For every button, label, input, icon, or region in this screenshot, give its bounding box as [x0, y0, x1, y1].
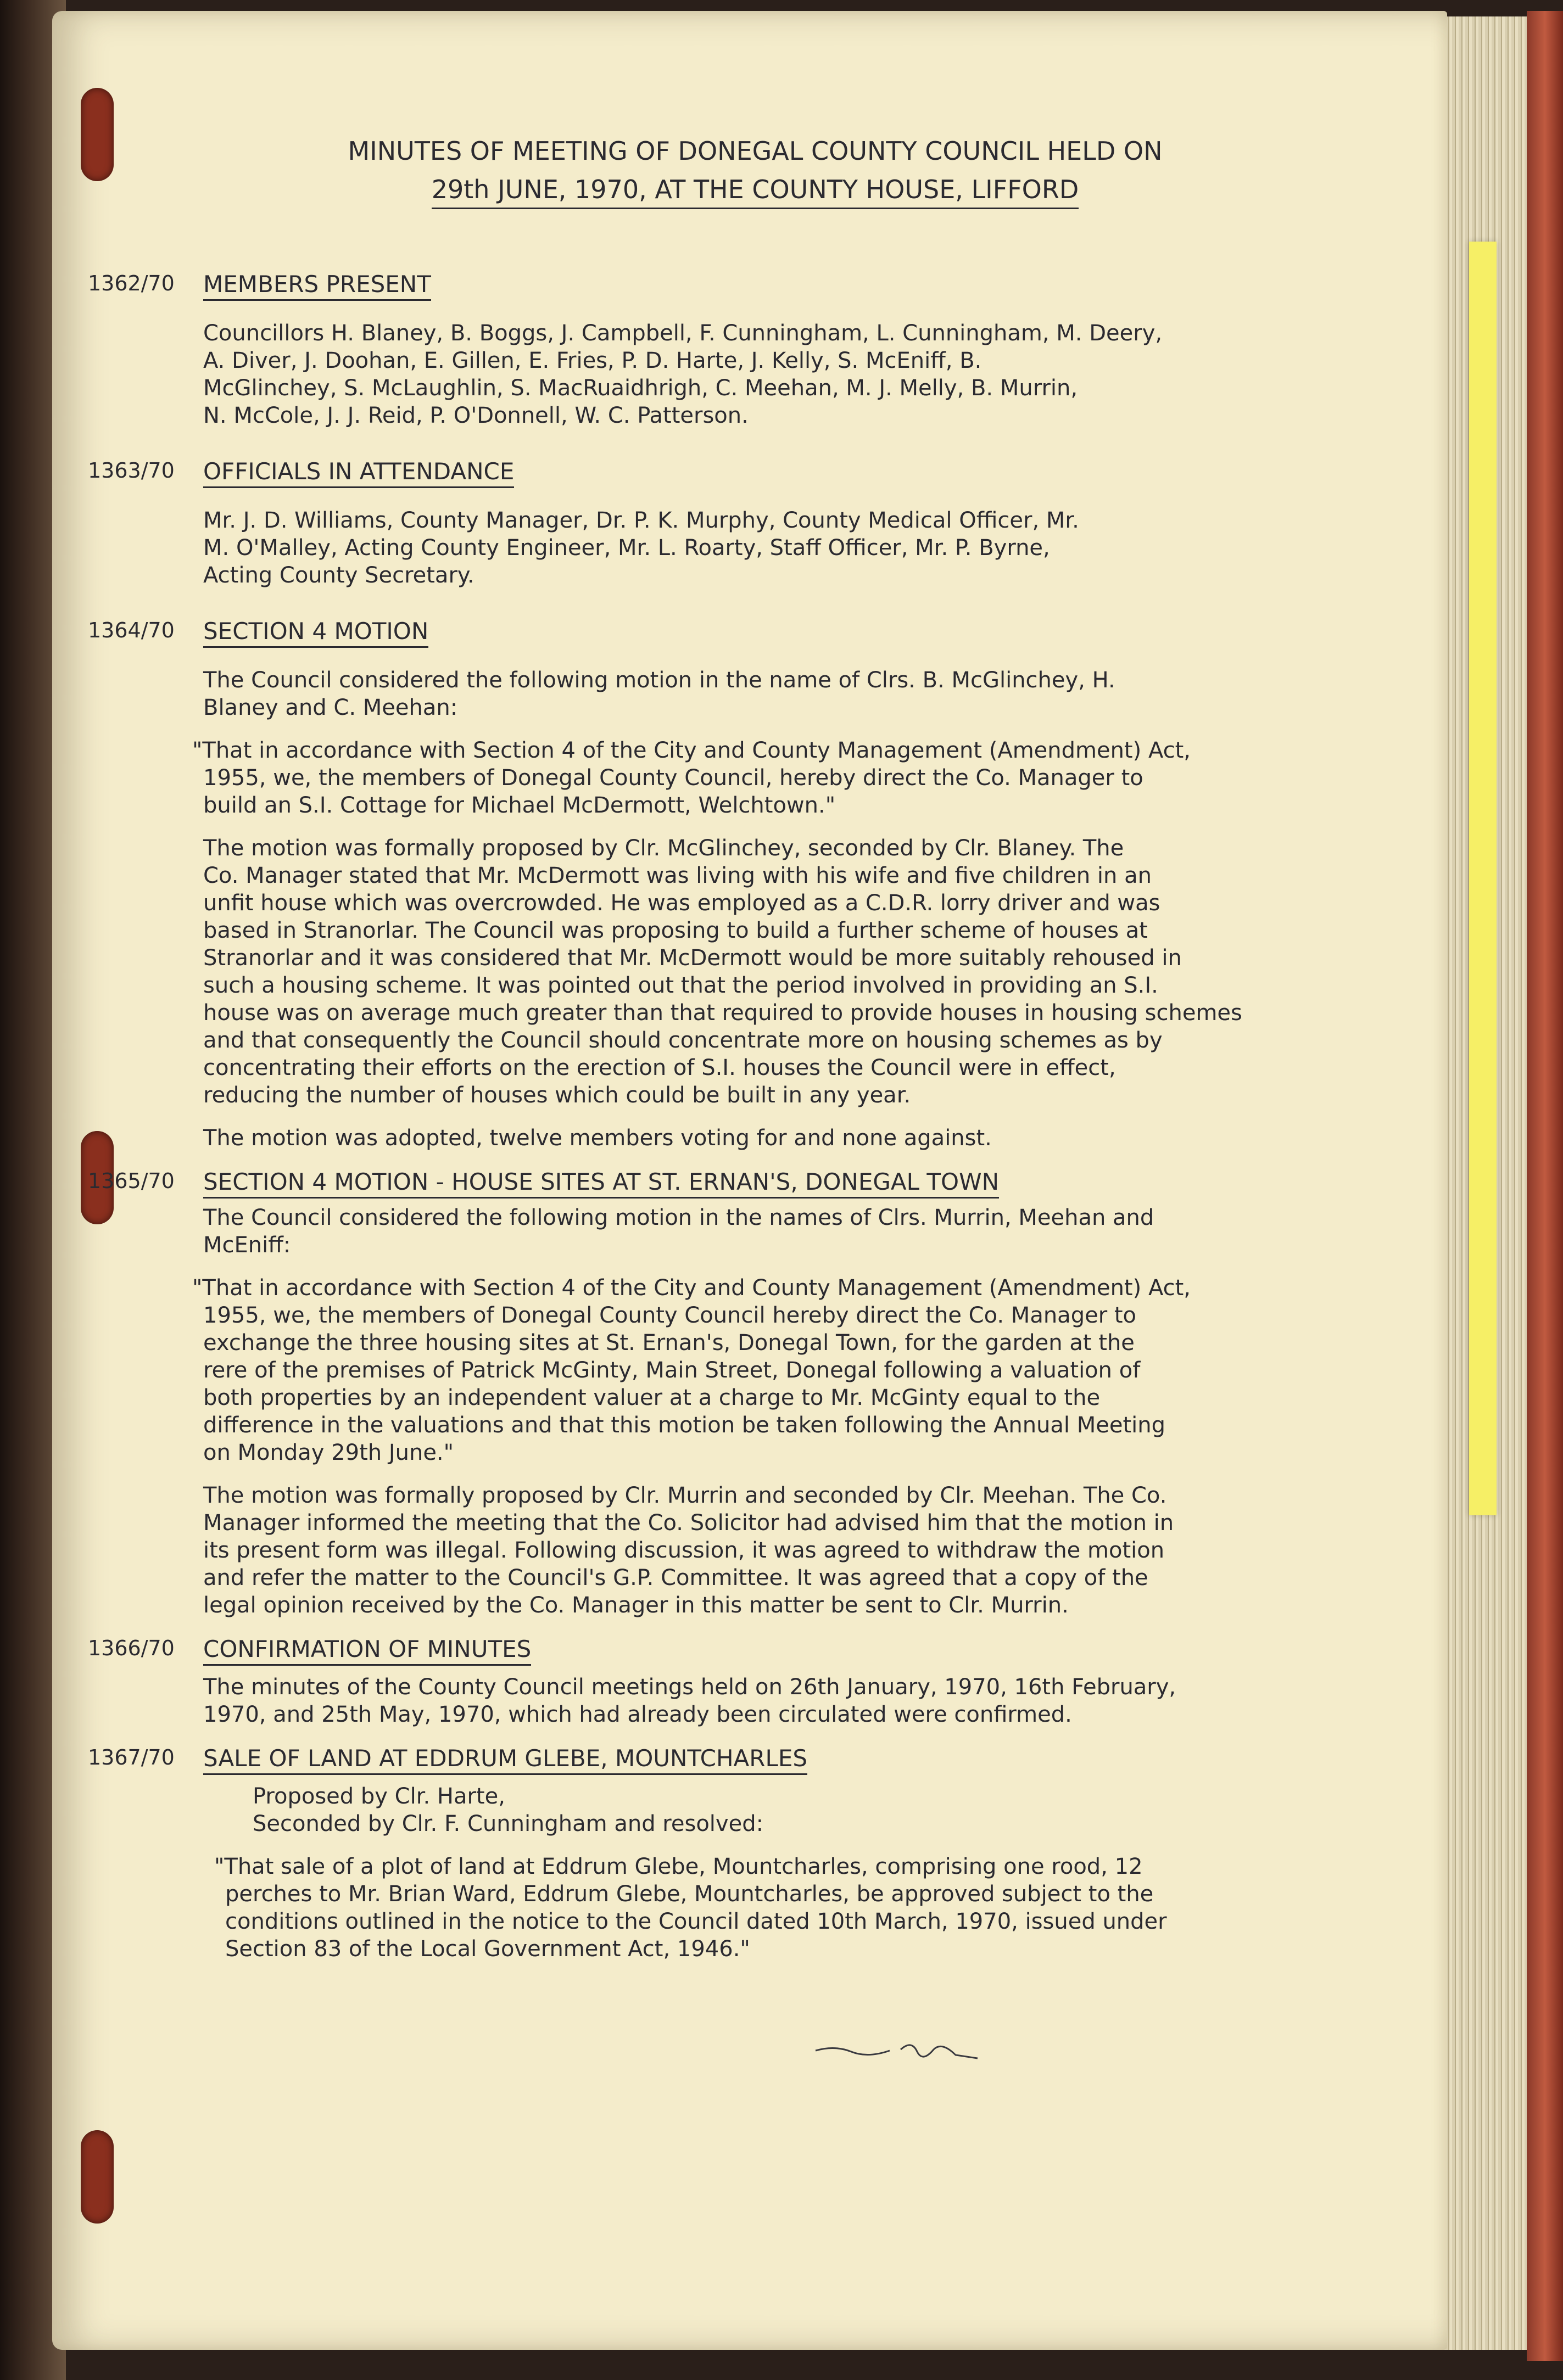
section-body	[203, 1673, 1351, 1728]
section-motion-1	[88, 617, 1351, 1152]
section-heading: MEMBERS PRESENT	[203, 270, 431, 301]
title-line-1: MINUTES OF MEETING OF DONEGAL COUNTY COUNCIL HELD ON	[348, 136, 1163, 166]
binding-hole	[81, 2130, 114, 2224]
section-officials	[88, 457, 1351, 589]
motion-quote: "That in accordance with Section 4 of the City and County Management (Amendment) Act, 1955, we, the members of Donegal County Council hereby direct the Co. Manager to exchange the three housing sites at St. Ernan's, Donegal Town, for the garden at the rere of the premises of Patrick McGinty, Main Street, Donegal following a valuation of both properties by an independent valuer at a charge to Mr. McGinty equal to the difference in the valuations and that this motion be taken following the Annual Meeting on Monday 29th June."	[192, 1275, 1191, 1465]
section-sale-of-land	[88, 1744, 1351, 1963]
title-line-2: 29th JUNE, 1970, AT THE COUNTY HOUSE, LIFFORD	[432, 171, 1079, 209]
section-heading: SECTION 4 MOTION - HOUSE SITES AT ST. ERNAN'S, DONEGAL TOWN	[203, 1167, 999, 1199]
paragraph: The motion was formally proposed by Clr. McGlinchey, seconded by Clr. Blaney. The Co. Manager stated that Mr. McDermott was living with his wife and five children in an unfit house which was overcrowded. He was employed as a C.D.R. lorry driver and was based in Stranorlar. The Council was proposing to build a further scheme of houses at Stranorlar and it was considered that Mr. McDermott would be more suitably rehoused in such a housing scheme. It was pointed out that the period involved in providing an S.I. house was on average much greater than that required to provide houses in housing schemes and that consequently the Council should concentrate more on housing schemes as by concentrating their efforts on the erection of S.I. houses the Council were in effect, reducing the number of houses which could be built in any year.	[203, 836, 1242, 1108]
section-heading: OFFICIALS IN ATTENDANCE	[203, 457, 514, 488]
paragraph: The motion was adopted, twelve members voting for and none against.	[203, 1125, 992, 1151]
minute-number: 1364/70	[88, 618, 175, 642]
section-body	[192, 1204, 1351, 1619]
paragraph: Proposed by Clr. Harte, Seconded by Clr. F. Cunningham and resolved:	[253, 1784, 764, 1836]
minute-number: 1363/70	[88, 458, 175, 483]
motion-quote: "That in accordance with Section 4 of the City and County Management (Amendment) Act, 1955, we, the members of Donegal County Council, hereby direct the Co. Manager to build an S.I. Cottage for Michael McDermott, Welchtown."	[192, 738, 1191, 818]
pen-scribble	[813, 2034, 989, 2067]
minute-number: 1367/70	[88, 1745, 175, 1769]
section-body	[203, 507, 1351, 589]
binding-hole	[81, 88, 114, 181]
paragraph: The Council considered the following motion in the names of Clrs. Murrin, Meehan and McEniff:	[203, 1205, 1154, 1258]
minute-number: 1365/70	[88, 1169, 175, 1193]
section-body	[203, 320, 1351, 429]
section-heading: SALE OF LAND AT EDDRUM GLEBE, MOUNTCHARLES	[203, 1744, 807, 1775]
resolution-quote: "That sale of a plot of land at Eddrum Glebe, Mountcharles, comprising one rood, 12 perches to Mr. Brian Ward, Eddrum Glebe, Mountcharles, be approved subject to the conditions outlined in the notice to the Council dated 10th March, 1970, issued under Section 83 of the Local Government Act, 1946."	[214, 1854, 1167, 1962]
minutes-content	[88, 132, 1351, 1978]
yellow-page-marker	[1469, 242, 1497, 1515]
paragraph: Councillors H. Blaney, B. Boggs, J. Campbell, F. Cunningham, L. Cunningham, M. Deery, A. Diver, J. Doohan, E. Gillen, E. Fries, P. D. Harte, J. Kelly, S. McEniff, B. McGlinchey, S. McLaughlin, S. MacRuaidhrigh, C. Meehan, M. J. Melly, B. Murrin, N. McCole, J. J. Reid, P. O'Donnell, W. C. Patterson.	[203, 321, 1163, 428]
paragraph: The motion was formally proposed by Clr. Murrin and seconded by Clr. Meehan. The Co. Manager informed the meeting that the Co. Solicitor had advised him that the motion in its present form was illegal. Following discussion, it was agreed to withdraw the motion and refer the matter to the Council's G.P. Committee. It was agreed that a copy of the legal opinion received by the Co. Manager in this matter be sent to Clr. Murrin.	[203, 1483, 1174, 1618]
section-motion-2	[88, 1167, 1351, 1619]
minute-number: 1362/70	[88, 271, 175, 295]
section-body	[203, 1783, 1351, 1963]
section-heading: SECTION 4 MOTION	[203, 617, 428, 648]
paragraph: The Council considered the following motion in the name of Clrs. B. McGlinchey, H. Blaney and C. Meehan:	[203, 668, 1115, 720]
paragraph: Mr. J. D. Williams, County Manager, Dr. P. K. Murphy, County Medical Officer, Mr. M. O'Malley, Acting County Engineer, Mr. L. Roarty, Staff Officer, Mr. P. Byrne, Acting County Secretary.	[203, 508, 1079, 588]
minute-number: 1366/70	[88, 1636, 175, 1660]
section-heading: CONFIRMATION OF MINUTES	[203, 1634, 531, 1666]
book-cover-edge	[1527, 11, 1563, 2361]
document-title	[159, 132, 1351, 209]
section-members-present	[88, 270, 1351, 429]
section-confirmation	[88, 1634, 1351, 1728]
paragraph: The minutes of the County Council meetings held on 26th January, 1970, 16th February, 1970, and 25th May, 1970, which had already been circulated were confirmed.	[203, 1675, 1176, 1727]
section-body	[192, 667, 1351, 1152]
